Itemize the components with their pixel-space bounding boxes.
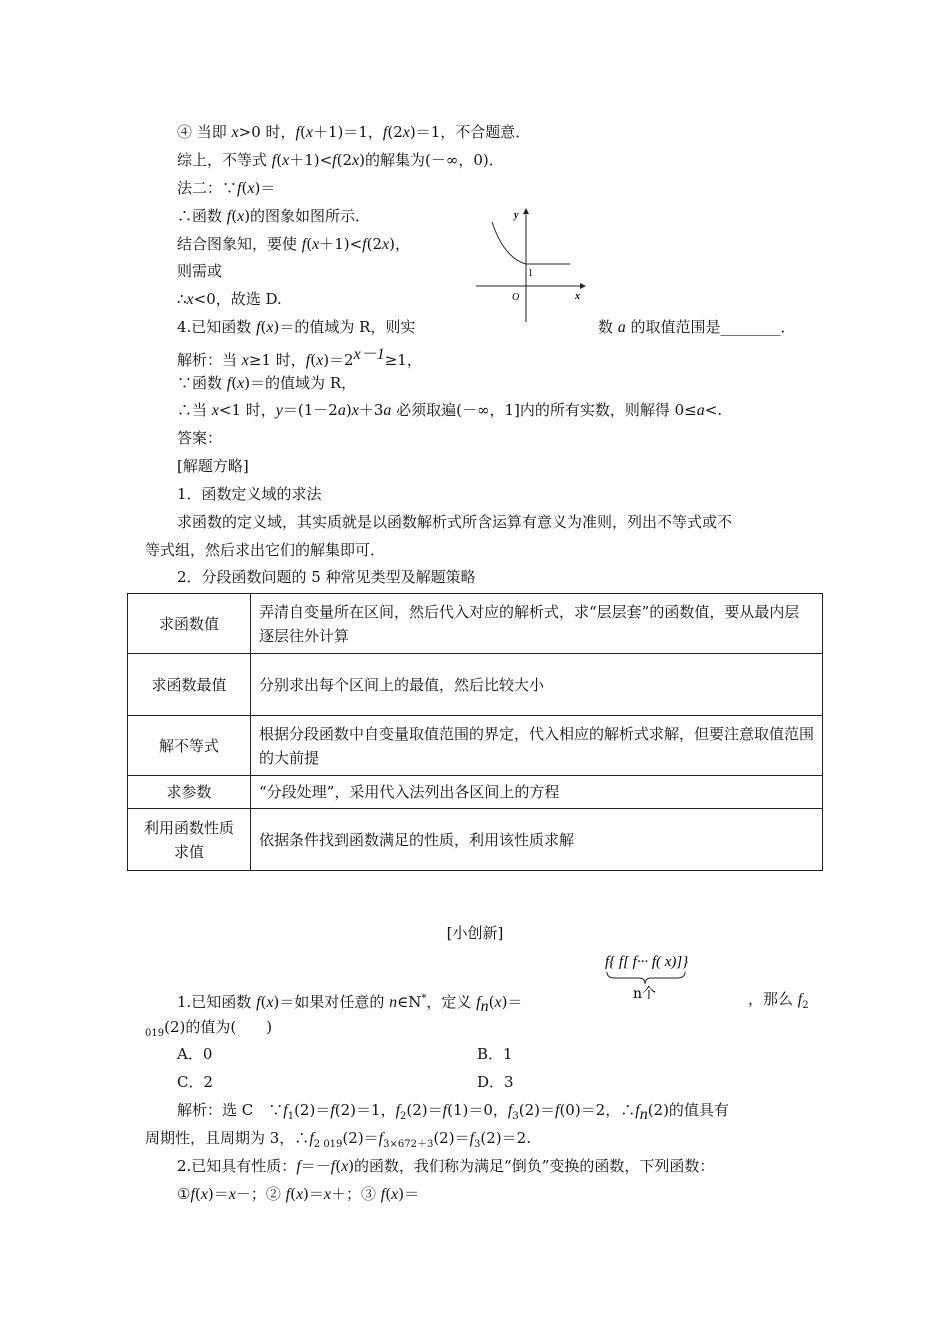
option-a: A．0	[177, 1045, 213, 1063]
table-cell-value: 分别求出每个区间上的最值，然后比较大小	[251, 654, 823, 716]
text-line: 数 a 的取值范围是________．	[598, 318, 796, 336]
text-line: 1.已知函数 f(x)＝如果对任意的 n∈N*，定义 $f_n(x)=$	[177, 993, 523, 1015]
y-axis-arrow-icon	[523, 208, 529, 214]
text-line: 解析：选 C $\because f_1(2)=f(2)=1$，$f_2(2)=f(1)=0$，$f_3(2)=f(0)=2$，$\therefore f_n(2)$的值具有	[177, 1101, 729, 1123]
section-title: [小创新]	[446, 924, 504, 942]
text-line: 则需或	[177, 262, 223, 280]
table-row	[128, 654, 823, 716]
text-line: 2．分段函数问题的 5 种常见类型及解题策略	[177, 568, 476, 586]
text-line: 答案：	[177, 429, 223, 447]
x-axis-arrow-icon	[580, 283, 586, 289]
table-cell-key: 利用函数性质求值	[128, 809, 251, 871]
x-axis-label: x	[575, 291, 580, 302]
text-line: 结合图象知，要使 f(x＋1)<f(2x)，	[177, 235, 410, 253]
curve-left	[492, 222, 526, 264]
table-cell-key: 求函数最值	[128, 654, 251, 716]
table-row	[128, 716, 823, 776]
table-row	[128, 594, 823, 654]
section-heading: [解题方略]	[177, 457, 249, 475]
table-cell-value: “分段处理”，采用代入法列出各区间上的方程	[251, 776, 823, 809]
text-line: 周期性，且周期为 3，$\therefore f_{2 019}(2)=f_{3\times 672+3}(2)=f_3(2)=2$.	[145, 1129, 531, 1150]
text-line: 1．函数定义域的求法	[177, 485, 322, 503]
option-b: B．1	[477, 1045, 513, 1063]
y-axis-label: y	[514, 210, 519, 221]
text-line: 4.已知函数 f(x)＝的值域为 R，则实	[177, 318, 416, 336]
text-line: 解析：当 x≥1 时，$f(x)=2^{x-1}\ge 1$，	[177, 346, 422, 369]
underbrace-icon	[607, 972, 685, 984]
strategy-table	[127, 593, 823, 871]
table-cell-key: 解不等式	[128, 716, 251, 776]
function-graph	[474, 204, 586, 324]
option-d: D．3	[477, 1073, 514, 1091]
text-line: ①f(x)＝x－；② f(x)＝x＋；③ f(x)＝	[177, 1185, 420, 1203]
tick-label: 1	[528, 268, 533, 279]
text-line: 法二：∵f(x)＝	[177, 179, 276, 197]
text-line: ④ 当即 x>0 时，f(x＋1)＝1，f(2x)＝1，不合题意．	[177, 123, 531, 141]
text-line: ，那么 $f_2$	[748, 990, 809, 1011]
text-line: 综上，不等式 f(x＋1)<f(2x)的解集为(－∞，0)．	[177, 151, 504, 169]
table-cell-value: 弄清自变量所在区间，然后代入对应的解析式，求“层层套”的函数值，要从最内层逐层往外计算	[251, 594, 823, 654]
table-row	[128, 776, 823, 809]
text-line: ∴函数 f(x)的图象如图所示．	[177, 207, 371, 225]
table-cell-key: 求参数	[128, 776, 251, 809]
origin-label: O	[512, 292, 520, 303]
text-line: ∴当 x<1 时，y＝(1－2a)x＋3a 必须取遍(－∞，1]内的所有实数，则解得 0≤a<.	[177, 401, 723, 419]
table-cell-value: 依据条件找到函数满足的性质，利用该性质求解	[251, 809, 823, 871]
option-c: C．2	[177, 1073, 214, 1091]
text-line: ∵函数 f(x)＝的值域为 R，	[177, 374, 357, 392]
text-line: ∴x<0，故选 D.	[177, 290, 282, 308]
text-line: 2.已知具有性质：f＝－f(x)的函数，我们称为满足“倒负”变换的函数，下列函数：	[177, 1157, 715, 1175]
text-line: 等式组，然后求出它们的解集即可．	[145, 541, 386, 559]
table-cell-key: 求函数值	[128, 594, 251, 654]
text-line: $_{019}$(2)的值为( )	[145, 1018, 273, 1039]
brace-top-text: f{ f[ f··· f( x)]}	[605, 954, 689, 970]
nested-function-brace	[605, 950, 745, 1002]
brace-bottom-text: n个	[633, 986, 657, 1002]
table-cell-value: 根据分段函数中自变量取值范围的界定，代入相应的解析式求解，但要注意取值范围的大前提	[251, 716, 823, 776]
text-line: 求函数的定义域，其实质就是以函数解析式所含运算有意义为准则，列出不等式或不	[177, 513, 733, 531]
table-row	[128, 809, 823, 871]
